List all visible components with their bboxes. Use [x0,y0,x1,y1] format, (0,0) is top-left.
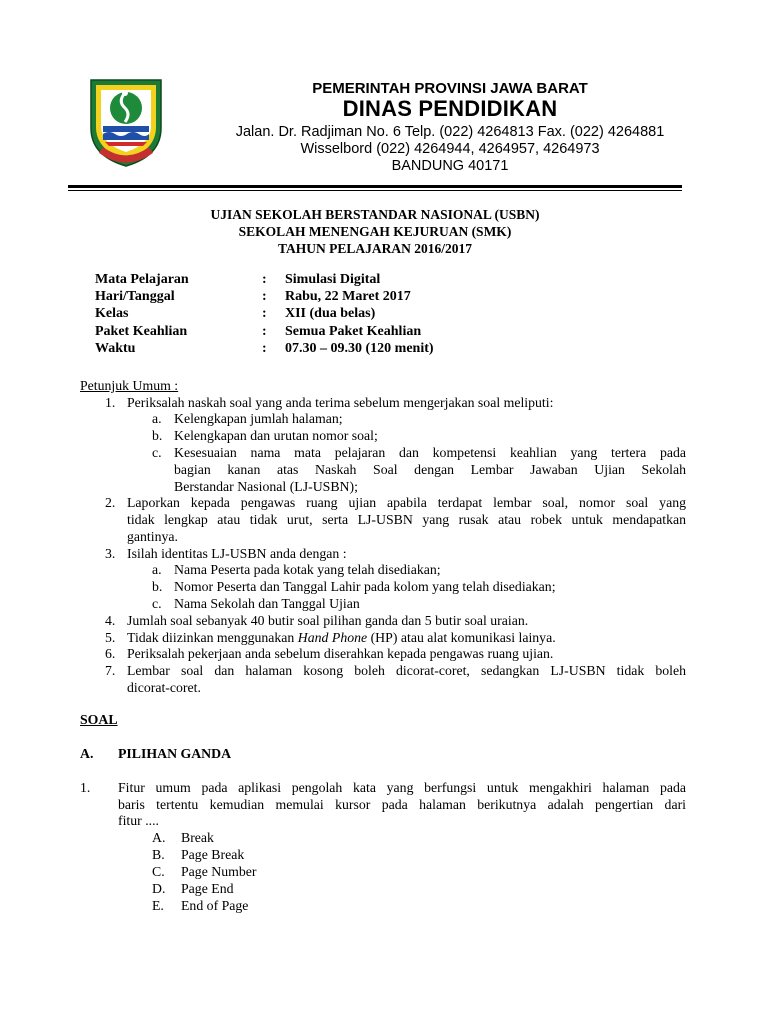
option-text: Page Number [181,864,257,879]
header-divider-thin [68,190,682,191]
list-number: 2. [105,495,116,510]
list-number: 4. [105,613,116,628]
info-value: 07.30 – 09.30 (120 menit) [285,341,434,356]
header-divider-thick [68,185,682,188]
info-value: Simulasi Digital [285,272,381,287]
soal-heading: SOAL [80,712,118,727]
option-text: Break [181,830,214,845]
hand-phone-term: Hand Phone [297,630,368,645]
list-number: 1. [105,395,116,410]
list-number: 3. [105,546,116,561]
header-city: BANDUNG 40171 [391,158,509,174]
info-value: Semua Paket Keahlian [285,324,422,339]
info-label: Hari/Tanggal [95,289,175,304]
header-phone: Wisselbord (022) 4264944, 4264957, 4264973 [300,141,600,157]
info-label: Kelas [95,306,129,321]
info-colon: : [262,306,267,321]
option-letter: E. [152,898,164,913]
instruction-text: dicorat-coret. [127,680,201,695]
instruction-text: Jumlah soal sebanyak 40 butir soal pilihan ganda dan 5 butir soal uraian. [127,613,529,628]
instruction-subtext: Kesesuaian nama mata pelajaran dan kompetensi keahlian yang tertera pada [174,445,686,460]
header-department-title: DINAS PENDIDIKAN [342,96,558,121]
list-letter: b. [152,428,163,443]
info-colon: : [262,272,267,287]
instruction-subtext: Berstandar Nasional (LJ-USBN); [174,479,358,494]
question-text: baris tertentu kemudian memulai kursor pada halaman berikutnya adalah pengertian dari [118,797,686,812]
info-colon: : [262,289,267,304]
list-letter: c. [152,596,162,611]
info-label: Mata Pelajaran [95,272,189,287]
header-address: Jalan. Dr. Radjiman No. 6 Telp. (022) 4264813 Fax. (022) 4264881 [235,124,665,140]
instruction-text: gantinya. [127,529,178,544]
exam-title-line3: TAHUN PELAJARAN 2016/2017 [277,241,472,256]
list-number: 6. [105,646,116,661]
instruction-subtext: Nomor Peserta dan Tanggal Lahir pada kolom yang telah disediakan; [174,579,556,594]
instruction-text: Lembar soal dan halaman kosong boleh dicorat-coret, sedangkan LJ-USBN tidak boleh [127,663,686,678]
info-colon: : [262,341,267,356]
instructions-heading: Petunjuk Umum : [80,378,179,393]
instruction-subtext: Kelengkapan jumlah halaman; [174,411,343,426]
question-text: fitur .... [118,813,159,828]
option-letter: A. [152,830,166,845]
info-label: Paket Keahlian [95,324,188,339]
list-letter: b. [152,579,163,594]
instruction-subtext: bagian kanan atas Naskah Soal dengan Lembar Jawaban Ujian Sekolah [174,462,686,477]
instruction-text: Tidak diizinkan menggunakan Hand Phone (HP) atau alat komunikasi lainya. [127,630,556,645]
question-number: 1. [80,780,91,795]
west-java-emblem-logo [85,76,167,168]
instruction-text: Isilah identitas LJ-USBN anda dengan : [127,546,347,561]
instruction-subtext: Nama Sekolah dan Tanggal Ujian [174,596,360,611]
exam-title-line2: SEKOLAH MENENGAH KEJURUAN (SMK) [238,224,512,239]
info-colon: : [262,324,267,339]
option-letter: B. [152,847,165,862]
instruction-text: Periksalah naskah soal yang anda terima sebelum mengerjakan soal meliputi: [127,395,554,410]
option-letter: D. [152,881,166,896]
list-letter: c. [152,445,162,460]
header-government-title: PEMERINTAH PROVINSI JAWA BARAT [312,80,588,97]
instruction-text: tidak lengkap atau tidak urut, serta LJ-USBN yang rusak atau robek untuk mendapatkan [127,512,686,527]
section-title: PILIHAN GANDA [118,746,232,761]
info-label: Waktu [95,341,136,356]
info-value: Rabu, 22 Maret 2017 [285,289,411,304]
list-number: 5. [105,630,116,645]
option-text: End of Page [181,898,249,913]
option-text: Page End [181,881,234,896]
list-number: 7. [105,663,116,678]
instruction-subtext: Kelengkapan dan urutan nomor soal; [174,428,378,443]
question-text: Fitur umum pada aplikasi pengolah kata yang berfungsi untuk mengakhiri halaman pada [118,780,686,795]
instruction-text: Laporkan kepada pengawas ruang ujian apabila terdapat lembar soal, nomor soal yang [127,495,686,510]
list-letter: a. [152,411,162,426]
section-letter: A. [80,746,94,761]
info-value: XII (dua belas) [285,306,376,321]
exam-title-line1: UJIAN SEKOLAH BERSTANDAR NASIONAL (USBN) [210,207,540,222]
option-letter: C. [152,864,165,879]
instruction-subtext: Nama Peserta pada kotak yang telah disediakan; [174,562,441,577]
instruction-text: Periksalah pekerjaan anda sebelum diserahkan kepada pengawas ruang ujian. [127,646,554,661]
option-text: Page Break [181,847,245,862]
list-letter: a. [152,562,162,577]
